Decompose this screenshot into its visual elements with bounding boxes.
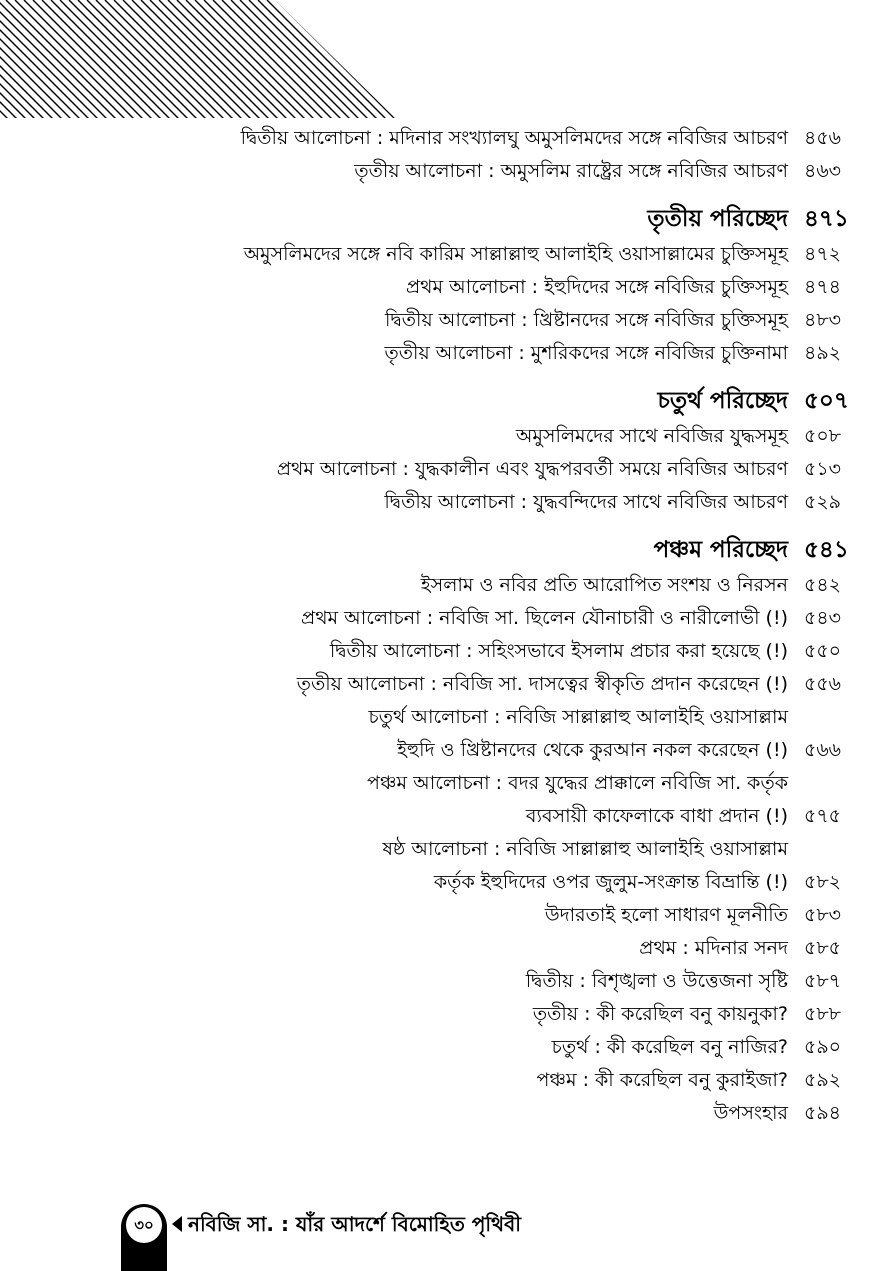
stripe-line xyxy=(42,0,162,120)
page-ref: ৪৬৩ xyxy=(804,160,842,182)
stripe-line xyxy=(15,0,135,120)
page-ref: ৫৯৪ xyxy=(804,1102,841,1124)
entry-title: দ্বিতীয় আলোচনা : যুদ্ধবন্দিদের সাথে নবিজির আচরণ xyxy=(384,491,788,513)
toc-entry xyxy=(0,271,870,304)
toc-section-heading xyxy=(0,200,870,238)
stripe-line xyxy=(33,0,153,120)
section-title: তৃতীয় পরিচ্ছেদ xyxy=(647,206,788,232)
entry-title: তৃতীয় আলোচনা : নবিজি সা. দাসত্বের স্বীকৃতি প্রদান করেছেন (!) xyxy=(296,673,788,695)
stripe-line xyxy=(141,0,261,120)
page-ref: ৫৮৭ xyxy=(804,970,842,992)
section-title: চতুর্থ পরিচ্ছেদ xyxy=(657,388,788,414)
triangle-left-icon xyxy=(172,1216,182,1232)
stripe-line xyxy=(249,0,369,120)
entry-title: ব্যবসায়ী কাফেলাকে বাধা প্রদান (!) xyxy=(525,805,788,827)
stripe-line xyxy=(150,0,270,120)
entry-title: দ্বিতীয় আলোচনা : সহিংসভাবে ইসলাম প্রচার করা হয়েছে (!) xyxy=(329,640,788,662)
stripe-line xyxy=(60,0,180,120)
toc-section-heading xyxy=(0,382,870,420)
stripe-line xyxy=(168,0,288,120)
toc-entry xyxy=(0,238,870,271)
page-ref: ৫৫০ xyxy=(804,640,842,662)
stripe-line xyxy=(213,0,333,120)
page-ref: ৫২৯ xyxy=(804,491,842,513)
toc-entry xyxy=(0,453,870,486)
entry-title: পঞ্চম : কী করেছিল বনু কুরাইজা? xyxy=(536,1069,788,1091)
page-ref: ৫০৭ xyxy=(804,388,849,414)
page-ref: ৫৮২ xyxy=(804,871,842,893)
page-ref: ৫৯০ xyxy=(804,1036,842,1058)
page-ref: ৫০৮ xyxy=(804,425,842,447)
toc-section-heading xyxy=(0,531,870,569)
entry-title: তৃতীয় আলোচনা : মুশরিকদের সঙ্গে নবিজির চুক্তিনামা xyxy=(384,342,788,364)
stripe-line xyxy=(0,0,9,120)
page-ref: ৫৪১ xyxy=(804,537,849,563)
stripe-line xyxy=(384,0,400,120)
toc-entry xyxy=(0,767,870,800)
entry-title: চতুর্থ আলোচনা : নবিজি সাল্লাল্লাহু আলাইহি ওয়াসাল্লাম xyxy=(368,706,788,728)
table-of-contents xyxy=(0,122,870,1130)
page-ref: ৫৬৬ xyxy=(804,739,842,761)
stripe-line xyxy=(231,0,351,120)
entry-title: ইহুদি ও খ্রিষ্টানদের থেকে কুরআন নকল করেছেন (!) xyxy=(397,739,788,761)
toc-entry xyxy=(0,486,870,519)
page-ref: ৫৭৫ xyxy=(804,805,842,827)
toc-entry xyxy=(0,1064,870,1097)
stripe-line xyxy=(96,0,216,120)
page-ref: ৫৪২ xyxy=(804,574,842,596)
toc-entry xyxy=(0,602,870,635)
stripe-line xyxy=(69,0,189,120)
toc-entry xyxy=(0,155,870,188)
stripe-line xyxy=(114,0,234,120)
toc-entry xyxy=(0,998,870,1031)
running-footer-title: নবিজি সা. : যাঁর আদর্শে বিমোহিত পৃথিবী xyxy=(188,1212,521,1236)
stripe-line xyxy=(366,0,400,120)
stripe-line xyxy=(105,0,225,120)
stripe-line xyxy=(348,0,400,120)
entry-title: প্রথম আলোচনা : নবিজি সা. ছিলেন যৌনাচারী ও নারীলোভী (!) xyxy=(301,607,788,629)
stripe-line xyxy=(276,0,396,120)
stripe-line xyxy=(240,0,360,120)
entry-title: চতুর্থ : কী করেছিল বনু নাজির? xyxy=(551,1036,788,1058)
page-ref: ৪৭৪ xyxy=(804,276,842,298)
stripe-line xyxy=(0,0,27,120)
page-ref: ৫৮৩ xyxy=(804,904,842,926)
toc-entry xyxy=(0,965,870,998)
stripe-line xyxy=(132,0,252,120)
diagonal-stripes-decoration xyxy=(0,0,400,120)
stripe-line xyxy=(204,0,324,120)
page-ref: ৪৭১ xyxy=(804,206,849,232)
toc-entry xyxy=(0,337,870,370)
stripe-line xyxy=(267,0,387,120)
entry-title: দ্বিতীয় : বিশৃঙ্খলা ও উত্তেজনা সৃষ্টি xyxy=(525,970,788,992)
entry-title: তৃতীয় : কী করেছিল বনু কায়নুকা? xyxy=(532,1003,788,1025)
stripe-line xyxy=(330,0,400,120)
section-title: পঞ্চম পরিচ্ছেদ xyxy=(653,537,788,563)
stripe-line xyxy=(195,0,315,120)
entry-title: তৃতীয় আলোচনা : অমুসলিম রাষ্ট্রের সঙ্গে নবিজির আচরণ xyxy=(354,160,788,182)
stripe-line xyxy=(177,0,297,120)
page-ref: ৫৪৩ xyxy=(804,607,842,629)
toc-entry xyxy=(0,1031,870,1064)
stripe-line xyxy=(222,0,342,120)
entry-title: প্রথম আলোচনা : যুদ্ধকালীন এবং যুদ্ধপরবর্তী সময়ে নবিজির আচরণ xyxy=(276,458,788,480)
entry-title: পঞ্চম আলোচনা : বদর যুদ্ধের প্রাক্কালে নবিজি সা. কর্তৃক xyxy=(366,772,788,794)
entry-title: উদারতাই হলো সাধারণ মূলনীতি xyxy=(544,904,788,926)
toc-entry xyxy=(0,122,870,155)
page-ref: ৪৯২ xyxy=(804,342,842,364)
toc-entry xyxy=(0,304,870,337)
page-ref: ৫৮৮ xyxy=(804,1003,841,1025)
stripe-line xyxy=(375,0,400,120)
entry-title: দ্বিতীয় আলোচনা : খ্রিষ্টানদের সঙ্গে নবিজির চুক্তিসমূহ xyxy=(385,309,788,331)
stripe-line xyxy=(87,0,207,120)
stripe-line xyxy=(258,0,378,120)
toc-entry xyxy=(0,668,870,701)
page-ref: ৫৫৬ xyxy=(804,673,842,695)
stripe-line xyxy=(159,0,279,120)
toc-entry xyxy=(0,701,870,734)
toc-entry xyxy=(0,866,870,899)
entry-title: অমুসলিমদের সঙ্গে নবি কারিম সাল্লাল্লাহু আলাইহি ওয়াসাল্লামের চুক্তিসমূহ xyxy=(243,243,788,265)
page-ref: ৫৯২ xyxy=(804,1069,842,1091)
stripe-line xyxy=(312,0,400,120)
entry-title: ষষ্ঠ আলোচনা : নবিজি সাল্লাল্লাহু আলাইহি ওয়াসাল্লাম xyxy=(382,838,788,860)
toc-entry xyxy=(0,899,870,932)
entry-title: কর্তৃক ইহুদিদের ওপর জুলুম-সংক্রান্ত বিভ্রান্তি (!) xyxy=(433,871,788,893)
toc-entry xyxy=(0,1097,870,1130)
stripe-line xyxy=(6,0,126,120)
stripe-line xyxy=(123,0,243,120)
page-ref: ৪৫৬ xyxy=(804,127,842,149)
toc-entry xyxy=(0,635,870,668)
page-ref: ৫৮৫ xyxy=(804,937,841,959)
stripe-line xyxy=(78,0,198,120)
entry-title: উপসংহার xyxy=(713,1102,788,1124)
toc-entry xyxy=(0,833,870,866)
entry-title: ইসলাম ও নবির প্রতি আরোপিত সংশয় ও নিরসন xyxy=(420,574,788,596)
toc-entry xyxy=(0,932,870,965)
entry-title: দ্বিতীয় আলোচনা : মদিনার সংখ্যালঘু অমুসলিমদের সঙ্গে নবিজির আচরণ xyxy=(240,127,788,149)
entry-title: প্রথম আলোচনা : ইহুদিদের সঙ্গে নবিজির চুক্তিসমূহ xyxy=(406,276,788,298)
stripe-line xyxy=(186,0,306,120)
toc-entry xyxy=(0,569,870,602)
entry-title: প্রথম : মদিনার সনদ xyxy=(639,937,788,959)
page-ref: ৪৮৩ xyxy=(804,309,842,331)
stripe-line xyxy=(51,0,171,120)
page-number: ৩০ xyxy=(126,1207,162,1243)
toc-entry xyxy=(0,800,870,833)
toc-entry xyxy=(0,734,870,767)
entry-title: অমুসলিমদের সাথে নবিজির যুদ্ধসমূহ xyxy=(515,425,788,447)
stripe-line xyxy=(24,0,144,120)
page-ref: ৫১৩ xyxy=(804,458,842,480)
toc-entry xyxy=(0,420,870,453)
page-ref: ৪৭২ xyxy=(804,243,842,265)
stripe-line xyxy=(393,0,400,120)
